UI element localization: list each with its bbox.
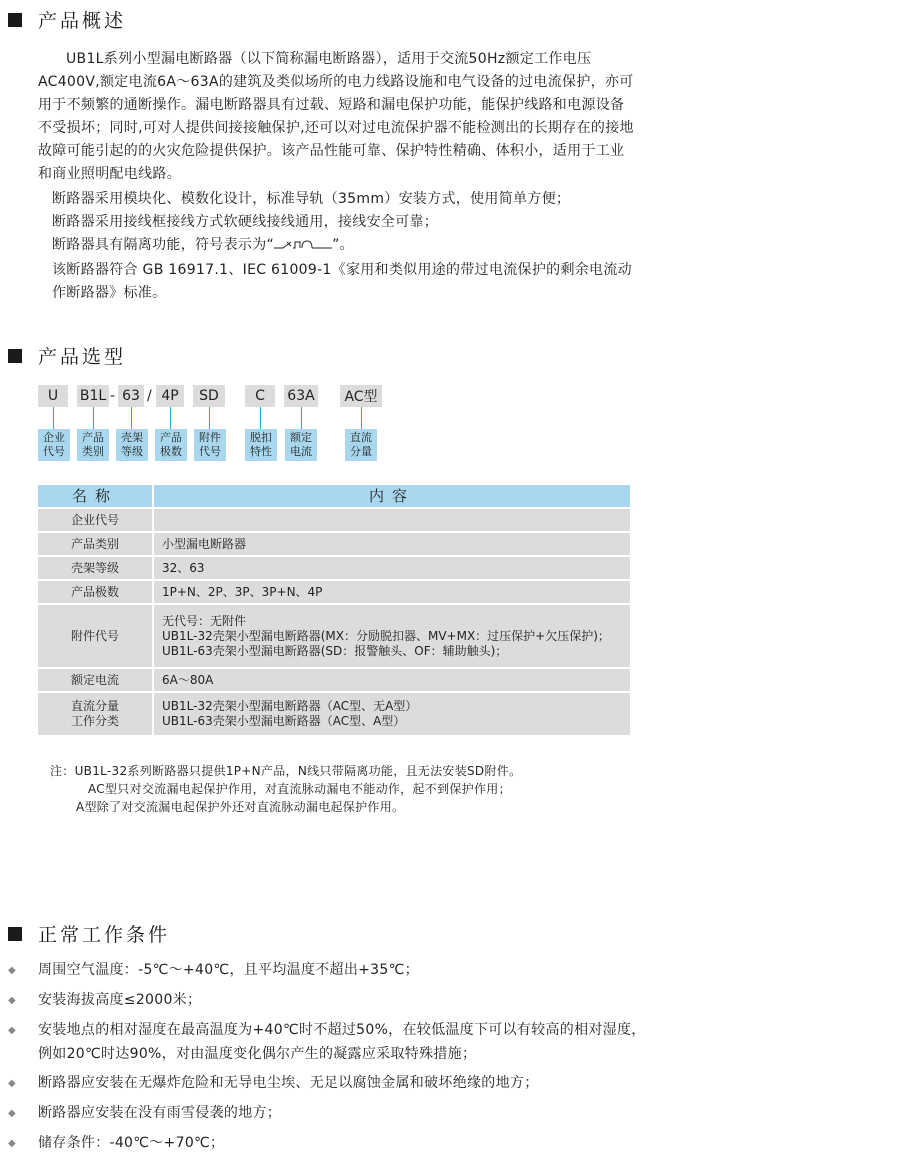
- table-cell-content: UB1L-32壳架小型漏电断路器（AC型、无A型） UB1L-63壳架小型漏电断路器（AC型、A型）: [154, 693, 630, 735]
- label-box: 产品 极数: [155, 429, 187, 461]
- table-cell-name: 直流分量 工作分类: [38, 693, 152, 735]
- overview-paragraph: 断路器具有隔离功能，符号表示为“ ”。: [52, 237, 354, 253]
- diamond-icon: ◆: [8, 1108, 16, 1119]
- label-box: 脱扣 特性: [245, 429, 277, 461]
- label-box: 直流 分量: [345, 429, 377, 461]
- square-bullet-icon: [8, 13, 22, 27]
- selection-notes: [50, 762, 521, 816]
- code-separator: /: [147, 388, 152, 404]
- code-box: 4P: [156, 385, 184, 407]
- connector-line: [209, 407, 210, 429]
- connector-line: [301, 407, 302, 429]
- conditions-list: [8, 958, 648, 1161]
- code-box: U: [38, 385, 68, 407]
- table-cell-name: 产品类别: [38, 533, 152, 555]
- isolation-symbol-icon: [274, 238, 332, 252]
- section-title: 产品概述: [38, 10, 127, 32]
- table-cell-content: 无代号：无附件 UB1L-32壳架小型漏电断路器(MX：分励脱扣器、MV+MX：过压保护+欠压保护)； UB1L-63壳架小型漏电断路器(SD：报警触头、OF：辅助触头)；: [154, 605, 630, 667]
- table-cell-name: 壳架等级: [38, 557, 152, 579]
- diamond-icon: ◆: [8, 995, 16, 1006]
- square-bullet-icon: [8, 927, 22, 941]
- section-title: 产品选型: [38, 346, 127, 368]
- code-separator: -: [110, 388, 116, 404]
- overview-paragraph: 该断路器符合 GB 16917.1、IEC 61009-1《家用和类似用途的带过电流保护的剩余电流动作断路器》标准。: [52, 262, 632, 301]
- overview-paragraph: 断路器采用接线框接线方式软硬线接线通用，接线安全可靠；: [52, 214, 439, 230]
- list-item: ◆ 断路器应安装在没有雨雪侵袭的地方；: [8, 1101, 648, 1126]
- list-item: ◆ 安装海拔高度≤2000米；: [8, 988, 648, 1013]
- section-conditions-heading: [8, 920, 170, 947]
- diamond-icon: ◆: [8, 1025, 16, 1036]
- table-cell-name: 产品极数: [38, 581, 152, 603]
- list-item: ◆ 安装地点的相对湿度在最高温度为+40℃时不超过50%，在较低温度下可以有较高的相对湿度，例如20℃时达90%，对由温度变化偶尔产生的凝露应采取特殊措施；: [8, 1018, 648, 1066]
- section-title: 正常工作条件: [38, 924, 171, 946]
- table-cell-content: 6A～80A: [154, 669, 630, 691]
- table-row: [38, 581, 630, 603]
- table-cell-content: 32、63: [154, 557, 630, 579]
- code-box: AC型: [340, 385, 382, 407]
- table-cell-content: 小型漏电断路器: [154, 533, 630, 555]
- overview-text: [38, 48, 638, 305]
- table-header-cell: 名称: [38, 485, 152, 507]
- connector-line: [361, 407, 362, 429]
- overview-paragraph: 断路器采用模块化、模数化设计，标准导轨（35mm）安装方式，使用简单方便；: [52, 191, 571, 207]
- table-row: [38, 533, 630, 555]
- label-box: 附件 代号: [194, 429, 226, 461]
- diamond-icon: ◆: [8, 1078, 16, 1089]
- section-selection-heading: [8, 342, 126, 369]
- table-cell-name: 额定电流: [38, 669, 152, 691]
- label-box: 产品 类别: [77, 429, 109, 461]
- connector-line: [170, 407, 171, 429]
- label-box: 额定 电流: [285, 429, 317, 461]
- note-line: AC型只对交流漏电起保护作用，对直流脉动漏电不能动作，起不到保护作用；: [88, 782, 511, 796]
- diamond-icon: ◆: [8, 965, 16, 976]
- overview-paragraph: UB1L系列小型漏电断路器（以下简称漏电断路器），适用于交流50Hz额定工作电压AC400V,额定电流6A～63A的建筑及类似场所的电力线路设施和电气设备的过电流保护，亦可用于不频繁的通断操作。漏电断路器具有过载、短路和漏电保护功能，能保护线路和电源设备不受损坏；同时,可对人提供间接接触保护,还可以对过电流保护器不能检测出的长期存在的接地故障可能引起的的火灾危险提供保护。该产品性能可靠、保护特性精确、体积小，适用于工业和商业照明配电线路。: [38, 51, 634, 182]
- table-row: [38, 669, 630, 691]
- table-cell-content: 1P+N、2P、3P、3P+N、4P: [154, 581, 630, 603]
- code-box: C: [245, 385, 275, 407]
- table-cell-name: 附件代号: [38, 605, 152, 667]
- section-overview-heading: [8, 6, 126, 33]
- list-item: ◆ 储存条件：-40℃～+70℃；: [8, 1131, 648, 1156]
- table-row: [38, 557, 630, 579]
- square-bullet-icon: [8, 349, 22, 363]
- note-line: 注：UB1L-32系列断路器只提供1P+N产品，N线只带隔离功能，且无法安装SD附件。: [50, 764, 522, 778]
- code-box: 63A: [284, 385, 318, 407]
- code-box: B1L: [77, 385, 109, 407]
- connector-line: [53, 407, 54, 429]
- connector-line: [260, 407, 261, 429]
- table-row: [38, 509, 630, 531]
- selection-table: [38, 485, 630, 737]
- table-row: [38, 693, 630, 735]
- table-header-row: [38, 485, 630, 507]
- table-cell-content: [154, 509, 630, 531]
- code-box: 63: [118, 385, 144, 407]
- note-line: A型除了对交流漏电起保护外还对直流脉动漏电起保护作用。: [76, 800, 405, 814]
- connector-line: [93, 407, 94, 429]
- diamond-icon: ◆: [8, 1138, 16, 1149]
- list-item: ◆ 周围空气温度：-5℃～+40℃，且平均温度不超出+35℃；: [8, 958, 648, 983]
- table-cell-name: 企业代号: [38, 509, 152, 531]
- label-box: 企业 代号: [38, 429, 70, 461]
- label-box: 壳架 等级: [116, 429, 148, 461]
- table-header-cell: 内容: [154, 485, 630, 507]
- list-item: ◆ 断路器应安装在无爆炸危险和无导电尘埃、无足以腐蚀金属和破坏绝缘的地方；: [8, 1071, 648, 1096]
- code-box: SD: [193, 385, 225, 407]
- connector-line: [131, 407, 132, 429]
- table-row: [38, 605, 630, 667]
